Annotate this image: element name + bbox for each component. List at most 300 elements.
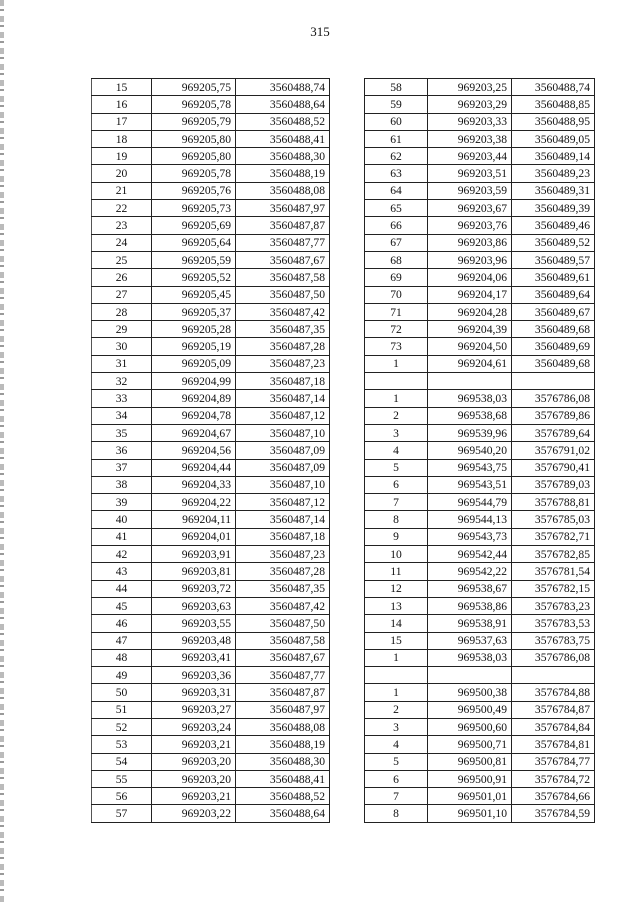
y-coordinate: 3560487,10	[236, 424, 330, 441]
table-row	[365, 113, 595, 130]
y-coordinate: 3560487,97	[236, 200, 330, 217]
y-coordinate: 3560487,18	[236, 373, 330, 390]
point-number: 3	[365, 718, 428, 735]
table-row	[92, 770, 330, 787]
x-coordinate: 969500,91	[428, 770, 512, 787]
table-row	[92, 701, 330, 718]
table-row	[92, 528, 330, 545]
point-number: 30	[92, 338, 152, 355]
y-coordinate: 3576784,87	[512, 701, 595, 718]
point-number: 69	[365, 269, 428, 286]
y-coordinate: 3576786,08	[512, 390, 595, 407]
table-row	[365, 770, 595, 787]
x-coordinate: 969539,96	[428, 424, 512, 441]
x-coordinate: 969205,45	[152, 286, 236, 303]
y-coordinate: 3560487,23	[236, 546, 330, 563]
point-number: 51	[92, 701, 152, 718]
table-row	[365, 269, 595, 286]
table-row	[365, 200, 595, 217]
x-coordinate: 969203,86	[428, 234, 512, 251]
point-number: 6	[365, 770, 428, 787]
y-coordinate: 3560488,74	[236, 79, 330, 96]
x-coordinate: 969542,22	[428, 563, 512, 580]
x-coordinate: 969204,22	[152, 494, 236, 511]
table-row	[92, 286, 330, 303]
x-coordinate: 969203,21	[152, 736, 236, 753]
y-coordinate: 3576783,53	[512, 615, 595, 632]
y-coordinate: 3576784,81	[512, 736, 595, 753]
point-number: 18	[92, 130, 152, 147]
point-number: 60	[365, 113, 428, 130]
y-coordinate: 3576790,41	[512, 459, 595, 476]
coordinates-table-left	[91, 78, 330, 823]
point-number: 15	[365, 632, 428, 649]
y-coordinate: 3560489,05	[512, 130, 595, 147]
x-coordinate: 969203,38	[428, 130, 512, 147]
point-number: 53	[92, 736, 152, 753]
table-row	[92, 597, 330, 614]
page-number: 315	[310, 24, 330, 39]
y-coordinate: 3576784,84	[512, 718, 595, 735]
y-coordinate: 3560488,30	[236, 753, 330, 770]
point-number: 8	[365, 805, 428, 822]
x-coordinate: 969204,61	[428, 355, 512, 372]
point-number: 44	[92, 580, 152, 597]
x-coordinate: 969205,59	[152, 251, 236, 268]
point-number: 1	[365, 355, 428, 372]
y-coordinate: 3576784,59	[512, 805, 595, 822]
y-coordinate: 3560489,64	[512, 286, 595, 303]
table-row	[365, 649, 595, 666]
table-row	[365, 442, 595, 459]
point-number: 25	[92, 251, 152, 268]
point-number: 2	[365, 407, 428, 424]
table-row	[365, 701, 595, 718]
y-coordinate: 3560487,77	[236, 667, 330, 684]
point-number: 68	[365, 251, 428, 268]
table-row	[92, 234, 330, 251]
x-coordinate: 969204,06	[428, 269, 512, 286]
table-row	[365, 511, 595, 528]
point-number: 65	[365, 200, 428, 217]
y-coordinate: 3560487,12	[236, 407, 330, 424]
point-number: 50	[92, 684, 152, 701]
x-coordinate: 969203,51	[428, 165, 512, 182]
y-coordinate: 3560489,68	[512, 321, 595, 338]
table-row	[92, 805, 330, 822]
y-coordinate: 3560487,42	[236, 303, 330, 320]
point-number: 52	[92, 718, 152, 735]
table-row	[365, 407, 595, 424]
point-number: 72	[365, 321, 428, 338]
y-coordinate: 3576785,03	[512, 511, 595, 528]
x-coordinate: 969204,44	[152, 459, 236, 476]
y-coordinate: 3560487,97	[236, 701, 330, 718]
x-coordinate: 969203,96	[428, 251, 512, 268]
x-coordinate: 969538,68	[428, 407, 512, 424]
y-coordinate: 3576782,15	[512, 580, 595, 597]
table-row	[365, 580, 595, 597]
table-row	[365, 251, 595, 268]
y-coordinate: 3576781,54	[512, 563, 595, 580]
y-coordinate: 3560488,08	[236, 182, 330, 199]
point-number: 62	[365, 148, 428, 165]
y-coordinate: 3560488,08	[236, 718, 330, 735]
y-coordinate: 3560488,19	[236, 165, 330, 182]
x-coordinate: 969500,38	[428, 684, 512, 701]
table-row	[365, 355, 595, 372]
x-coordinate: 969205,80	[152, 148, 236, 165]
y-coordinate: 3560487,14	[236, 390, 330, 407]
table-row	[92, 476, 330, 493]
y-coordinate: 3560487,35	[236, 321, 330, 338]
y-coordinate: 3560488,74	[512, 79, 595, 96]
y-coordinate: 3560487,35	[236, 580, 330, 597]
x-coordinate: 969203,31	[152, 684, 236, 701]
point-number: 16	[92, 96, 152, 113]
point-number: 56	[92, 788, 152, 805]
table-row	[92, 269, 330, 286]
y-coordinate: 3560488,64	[236, 96, 330, 113]
point-number: 6	[365, 476, 428, 493]
x-coordinate: 969203,67	[428, 200, 512, 217]
table-row	[365, 546, 595, 563]
y-coordinate: 3560487,14	[236, 511, 330, 528]
point-number: 27	[92, 286, 152, 303]
point-number: 34	[92, 407, 152, 424]
point-number: 7	[365, 788, 428, 805]
table-row	[365, 217, 595, 234]
table-row	[92, 684, 330, 701]
point-number: 5	[365, 753, 428, 770]
point-number: 39	[92, 494, 152, 511]
x-coordinate: 969205,69	[152, 217, 236, 234]
y-coordinate: 3560487,09	[236, 459, 330, 476]
point-number: 66	[365, 217, 428, 234]
table-row	[365, 390, 595, 407]
table-row	[92, 130, 330, 147]
y-coordinate: 3560488,41	[236, 770, 330, 787]
x-coordinate: 969205,80	[152, 130, 236, 147]
table-row	[365, 805, 595, 822]
x-coordinate: 969203,27	[152, 701, 236, 718]
x-coordinate: 969203,22	[152, 805, 236, 822]
table-row	[92, 718, 330, 735]
y-coordinate: 3560488,64	[236, 805, 330, 822]
x-coordinate: 969500,49	[428, 701, 512, 718]
point-number: 57	[92, 805, 152, 822]
y-coordinate: 3560489,61	[512, 269, 595, 286]
point-number: 4	[365, 442, 428, 459]
table-row	[92, 165, 330, 182]
x-coordinate: 969501,10	[428, 805, 512, 822]
x-coordinate: 969203,55	[152, 615, 236, 632]
point-number: 45	[92, 597, 152, 614]
point-number: 22	[92, 200, 152, 217]
point-number: 20	[92, 165, 152, 182]
x-coordinate: 969540,20	[428, 442, 512, 459]
point-number	[365, 667, 428, 684]
point-number: 23	[92, 217, 152, 234]
y-coordinate: 3576784,72	[512, 770, 595, 787]
point-number: 37	[92, 459, 152, 476]
x-coordinate: 969204,67	[152, 424, 236, 441]
table-row	[365, 130, 595, 147]
table-row	[92, 788, 330, 805]
x-coordinate: 969203,20	[152, 770, 236, 787]
x-coordinate: 969204,01	[152, 528, 236, 545]
x-coordinate: 969203,76	[428, 217, 512, 234]
point-number: 13	[365, 597, 428, 614]
y-coordinate: 3576789,03	[512, 476, 595, 493]
x-coordinate: 969538,03	[428, 649, 512, 666]
table-row	[365, 373, 595, 390]
x-coordinate: 969500,60	[428, 718, 512, 735]
x-coordinate: 969538,03	[428, 390, 512, 407]
y-coordinate: 3560488,95	[512, 113, 595, 130]
table-row	[92, 182, 330, 199]
point-number: 29	[92, 321, 152, 338]
x-coordinate: 969203,29	[428, 96, 512, 113]
y-coordinate: 3576783,23	[512, 597, 595, 614]
y-coordinate: 3560487,10	[236, 476, 330, 493]
x-coordinate: 969203,59	[428, 182, 512, 199]
x-coordinate: 969205,78	[152, 96, 236, 113]
table-row	[365, 165, 595, 182]
x-coordinate: 969204,33	[152, 476, 236, 493]
y-coordinate: 3560489,68	[512, 355, 595, 372]
x-coordinate: 969203,63	[152, 597, 236, 614]
table-row	[365, 632, 595, 649]
table-row	[92, 753, 330, 770]
x-coordinate: 969205,75	[152, 79, 236, 96]
point-number: 46	[92, 615, 152, 632]
table-row	[365, 459, 595, 476]
table-row	[92, 736, 330, 753]
y-coordinate: 3576788,81	[512, 494, 595, 511]
y-coordinate: 3576783,75	[512, 632, 595, 649]
x-coordinate: 969543,73	[428, 528, 512, 545]
point-number: 31	[92, 355, 152, 372]
table-row	[365, 494, 595, 511]
x-coordinate: 969204,28	[428, 303, 512, 320]
y-coordinate: 3560487,67	[236, 649, 330, 666]
point-number: 10	[365, 546, 428, 563]
y-coordinate: 3560487,67	[236, 251, 330, 268]
table-row	[92, 321, 330, 338]
x-coordinate: 969500,81	[428, 753, 512, 770]
y-coordinate: 3560489,39	[512, 200, 595, 217]
point-number: 54	[92, 753, 152, 770]
table-row	[92, 251, 330, 268]
x-coordinate: 969204,11	[152, 511, 236, 528]
table-row	[92, 459, 330, 476]
y-coordinate: 3560487,77	[236, 234, 330, 251]
table-row	[92, 355, 330, 372]
x-coordinate: 969203,91	[152, 546, 236, 563]
table-row	[92, 200, 330, 217]
x-coordinate: 969203,41	[152, 649, 236, 666]
point-number: 8	[365, 511, 428, 528]
x-coordinate: 969205,19	[152, 338, 236, 355]
point-number: 14	[365, 615, 428, 632]
x-coordinate: 969204,39	[428, 321, 512, 338]
table-row	[365, 96, 595, 113]
y-coordinate: 3560488,19	[236, 736, 330, 753]
table-row	[92, 442, 330, 459]
y-coordinate: 3560488,41	[236, 130, 330, 147]
table-row	[365, 615, 595, 632]
x-coordinate: 969205,37	[152, 303, 236, 320]
y-coordinate: 3560489,31	[512, 182, 595, 199]
table-row	[92, 615, 330, 632]
table-row	[365, 528, 595, 545]
table-row	[92, 632, 330, 649]
point-number: 26	[92, 269, 152, 286]
table-row	[365, 788, 595, 805]
point-number: 58	[365, 79, 428, 96]
x-coordinate: 969203,36	[152, 667, 236, 684]
y-coordinate: 3560487,87	[236, 684, 330, 701]
x-coordinate: 969203,33	[428, 113, 512, 130]
y-coordinate: 3560487,50	[236, 615, 330, 632]
point-number: 24	[92, 234, 152, 251]
y-coordinate	[512, 667, 595, 684]
y-coordinate: 3560487,42	[236, 597, 330, 614]
table-row	[365, 303, 595, 320]
table-row	[365, 684, 595, 701]
point-number: 2	[365, 701, 428, 718]
point-number: 59	[365, 96, 428, 113]
x-coordinate: 969204,50	[428, 338, 512, 355]
point-number: 63	[365, 165, 428, 182]
point-number: 28	[92, 303, 152, 320]
point-number: 19	[92, 148, 152, 165]
point-number: 1	[365, 390, 428, 407]
x-coordinate: 969203,81	[152, 563, 236, 580]
table-row	[365, 148, 595, 165]
table-row	[92, 667, 330, 684]
x-coordinate: 969205,28	[152, 321, 236, 338]
point-number: 48	[92, 649, 152, 666]
x-coordinate: 969538,67	[428, 580, 512, 597]
table-row	[92, 373, 330, 390]
table-row	[92, 563, 330, 580]
table-row	[365, 563, 595, 580]
x-coordinate: 969205,64	[152, 234, 236, 251]
point-number: 9	[365, 528, 428, 545]
table-row	[92, 494, 330, 511]
table-row	[92, 96, 330, 113]
point-number: 61	[365, 130, 428, 147]
table-row	[365, 321, 595, 338]
table-row	[365, 234, 595, 251]
y-coordinate: 3560487,50	[236, 286, 330, 303]
point-number: 15	[92, 79, 152, 96]
y-coordinate: 3560487,28	[236, 563, 330, 580]
point-number: 3	[365, 424, 428, 441]
table-row	[365, 79, 595, 96]
x-coordinate: 969205,79	[152, 113, 236, 130]
x-coordinate: 969542,44	[428, 546, 512, 563]
y-coordinate: 3576784,66	[512, 788, 595, 805]
table-row	[92, 217, 330, 234]
x-coordinate: 969537,63	[428, 632, 512, 649]
y-coordinate: 3560487,12	[236, 494, 330, 511]
point-number: 43	[92, 563, 152, 580]
x-coordinate: 969205,73	[152, 200, 236, 217]
x-coordinate: 969501,01	[428, 788, 512, 805]
y-coordinate: 3560487,58	[236, 269, 330, 286]
point-number: 67	[365, 234, 428, 251]
table-row	[92, 649, 330, 666]
y-coordinate: 3560487,58	[236, 632, 330, 649]
point-number: 42	[92, 546, 152, 563]
point-number: 41	[92, 528, 152, 545]
x-coordinate: 969203,24	[152, 718, 236, 735]
point-number: 12	[365, 580, 428, 597]
x-coordinate: 969538,91	[428, 615, 512, 632]
x-coordinate: 969204,99	[152, 373, 236, 390]
point-number: 38	[92, 476, 152, 493]
x-coordinate: 969203,72	[152, 580, 236, 597]
x-coordinate: 969205,52	[152, 269, 236, 286]
y-coordinate: 3560487,23	[236, 355, 330, 372]
point-number: 5	[365, 459, 428, 476]
table-row	[365, 667, 595, 684]
table-row	[92, 303, 330, 320]
table-row	[365, 597, 595, 614]
x-coordinate: 969500,71	[428, 736, 512, 753]
y-coordinate: 3576782,71	[512, 528, 595, 545]
table-row	[92, 424, 330, 441]
x-coordinate: 969205,76	[152, 182, 236, 199]
x-coordinate: 969203,21	[152, 788, 236, 805]
table-row	[92, 546, 330, 563]
point-number: 4	[365, 736, 428, 753]
y-coordinate: 3560487,18	[236, 528, 330, 545]
x-coordinate: 969544,79	[428, 494, 512, 511]
table-row	[92, 407, 330, 424]
point-number: 71	[365, 303, 428, 320]
y-coordinate: 3576784,77	[512, 753, 595, 770]
x-coordinate: 969203,25	[428, 79, 512, 96]
x-coordinate: 969544,13	[428, 511, 512, 528]
point-number: 47	[92, 632, 152, 649]
table-row	[365, 182, 595, 199]
point-number	[365, 373, 428, 390]
x-coordinate: 969203,48	[152, 632, 236, 649]
y-coordinate: 3560487,28	[236, 338, 330, 355]
x-coordinate	[428, 667, 512, 684]
point-number: 7	[365, 494, 428, 511]
y-coordinate: 3560488,52	[236, 113, 330, 130]
x-coordinate: 969204,89	[152, 390, 236, 407]
table-row	[92, 338, 330, 355]
table-row	[365, 476, 595, 493]
y-coordinate: 3560489,23	[512, 165, 595, 182]
table-row	[92, 511, 330, 528]
x-coordinate: 969204,56	[152, 442, 236, 459]
table-row	[365, 424, 595, 441]
x-coordinate: 969203,44	[428, 148, 512, 165]
x-coordinate: 969543,51	[428, 476, 512, 493]
table-row	[365, 753, 595, 770]
point-number: 55	[92, 770, 152, 787]
table-row	[365, 736, 595, 753]
x-coordinate: 969203,20	[152, 753, 236, 770]
y-coordinate: 3576782,85	[512, 546, 595, 563]
